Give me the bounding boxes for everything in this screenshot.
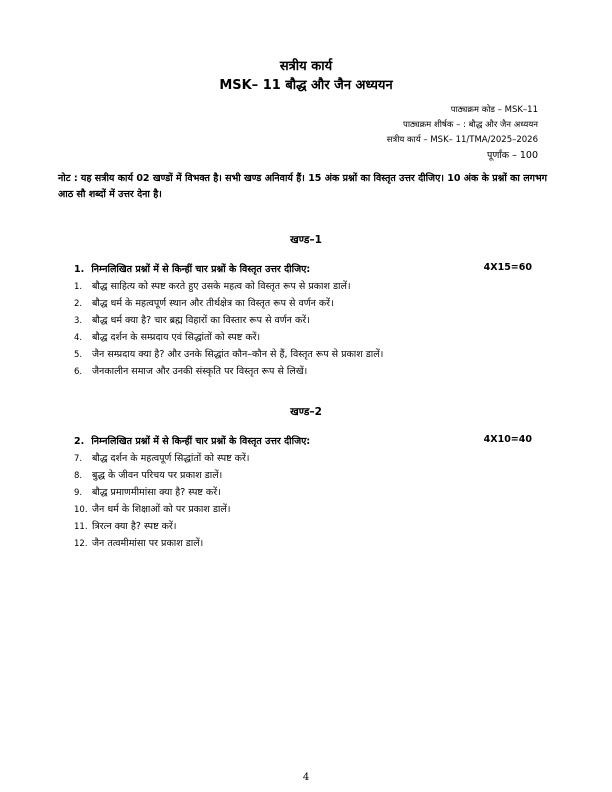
item-number: 11. [74, 522, 88, 532]
list-item [74, 519, 176, 532]
marks-distribution-1: 4X15=60 [483, 262, 532, 273]
item-number: 6. [74, 367, 83, 377]
item-text: बौद्ध धर्म के महत्वपूर्ण स्थान और तीर्थक्षेत्र का विस्तृत रूप से वर्णन करें। [92, 298, 334, 309]
list-item [74, 296, 334, 309]
list-item [74, 536, 203, 549]
question-heading-2 [74, 434, 310, 447]
item-text: जैन धर्म के शिक्षाओं को पर प्रकाश डालें। [92, 504, 231, 515]
marks-distribution-2: 4X10=40 [483, 434, 532, 445]
list-item [74, 347, 383, 360]
item-number: 9. [74, 488, 83, 498]
item-number: 2. [74, 299, 83, 309]
list-item [74, 502, 230, 515]
instruction-note: नोट : यह सत्रीय कार्य 02 खण्डों में विभक्त है। सभी खण्ड अनिवार्य हैं। 15 अंक प्रश्नों का विस्तृत उत्तर दीजिए। 10 अंक के प्रश्नों का लगभग आठ सौ शब्दों में उत्तर देना है। [58, 173, 548, 200]
list-item [74, 485, 221, 498]
list-item [74, 468, 222, 481]
item-text: बौद्ध दर्शन के महत्वपूर्ण सिद्धांतों को स्पष्ट करें। [92, 453, 250, 464]
question-heading-1 [74, 262, 310, 275]
item-text: जैन तत्वमीमांसा पर प्रकाश डालें। [92, 538, 204, 549]
item-number: 8. [74, 471, 83, 481]
item-number: 3. [74, 316, 83, 326]
course-subtitle: MSK– 11 बौद्ध और जैन अध्ययन [219, 78, 393, 93]
section-heading-2: खण्ड–2 [290, 406, 322, 418]
question-number: 2. [74, 436, 85, 447]
question-instruction: निम्नलिखित प्रश्नों में से किन्हीं चार प्रश्नों के विस्तृत उत्तर दीजिए: [91, 264, 311, 275]
list-item [74, 279, 351, 292]
item-number: 12. [74, 539, 88, 549]
assignment-code: सत्रीय कार्य – MSK– 11/TMA/2025–2026 [386, 135, 538, 145]
course-title: पाठ्यक्रम शीर्षक – : बौद्ध और जैन अध्ययन [403, 120, 538, 130]
question-instruction: निम्नलिखित प्रश्नों में से किन्हीं चार प्रश्नों के विस्तृत उत्तर दीजिए: [91, 436, 311, 447]
course-code: पाठ्यक्रम कोड – MSK–11 [450, 105, 538, 115]
item-number: 1. [74, 282, 83, 292]
item-number: 7. [74, 454, 83, 464]
item-text: बौद्ध साहित्य को स्पष्ट करते हुए उसके महत्व को विस्तृत रूप से प्रकाश डालें। [92, 281, 351, 292]
list-item [74, 364, 307, 377]
list-item [74, 451, 249, 464]
page-title: सत्रीय कार्य [279, 59, 333, 74]
item-number: 5. [74, 350, 83, 360]
question-number: 1. [74, 264, 85, 275]
item-text: त्रिरत्न क्या है? स्पष्ट करें। [92, 521, 177, 532]
item-number: 10. [74, 505, 88, 515]
item-text: बौद्ध धर्म क्या है? चार ब्रह्म विहारों का विस्तार रूप से वर्णन करें। [92, 315, 310, 326]
item-number: 4. [74, 333, 83, 343]
item-text: जैनकालीन समाज और उनकी संस्कृति पर विस्तृत रूप से लिखें। [92, 366, 308, 377]
list-item [74, 313, 310, 326]
item-text: जैन सम्प्रदाय क्या है? और उनके सिद्धांत कौन–कौन से हैं, विस्तृत रूप से प्रकाश डालें। [92, 349, 384, 360]
max-marks: पूर्णांक – 100 [487, 150, 538, 161]
list-item [74, 330, 260, 343]
section-heading-1: खण्ड–1 [290, 234, 322, 246]
item-text: बौद्ध दर्शन के सम्प्रदाय एवं सिद्धांतों को स्पष्ट करें। [92, 332, 261, 343]
page-number: 4 [302, 772, 310, 783]
item-text: बुद्ध के जीवन परिचय पर प्रकाश डालें। [92, 470, 223, 481]
item-text: बौद्ध प्रमाणमीमांसा क्या है? स्पष्ट करें। [92, 487, 221, 498]
